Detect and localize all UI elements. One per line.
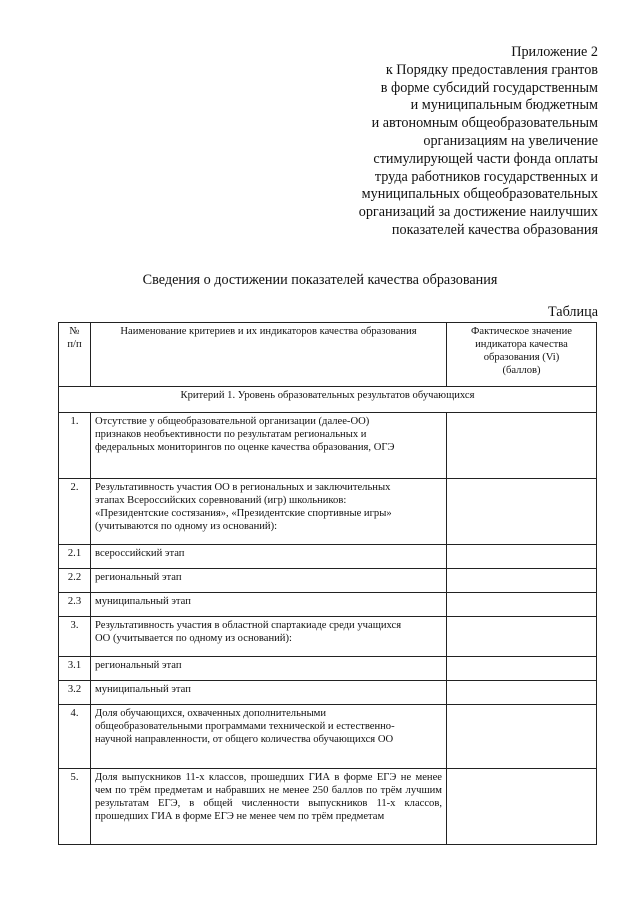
appendix-line: в форме субсидий государственным	[380, 79, 598, 96]
table-label: Таблица	[547, 304, 598, 320]
appendix-line: к Порядку предоставления грантов	[385, 61, 598, 78]
appendix-line: и автономным общеобразовательным	[371, 115, 598, 132]
appendix-line: и муниципальным бюджетным	[410, 97, 598, 114]
table-header-row	[59, 323, 597, 387]
row-number: 1.	[59, 413, 91, 479]
table-row	[59, 705, 597, 769]
row-number: 5.	[59, 769, 91, 845]
section-title: Критерий 1. Уровень образовательных результатов обучающихся	[59, 387, 597, 413]
row-text: региональный этап	[91, 569, 447, 593]
appendix-line: стимулирующей части фонда оплаты	[373, 150, 598, 167]
row-text: Отсутствие у общеобразовательной организации (далее-ОО) признаков необъективности по результатам региональных и федеральных мониторингов по оценке качества образования, ОГЭ	[91, 413, 447, 479]
table-row	[59, 569, 597, 593]
row-text: Результативность участия в областной спартакиаде среди учащихся ОО (учитывается по одному из оснований):	[91, 617, 447, 657]
row-text: Доля выпускников 11-х классов, прошедших ГИА в форме ЕГЭ не менее чем по трём предметам и набравших не менее 250 баллов по трём лучшим результатам ЕГЭ, в общей численности выпускников 11-х классов, прошедших ГИА в форме ЕГЭ не менее чем по трём предметам	[91, 769, 447, 845]
row-number: 3.	[59, 617, 91, 657]
row-value-cell	[447, 681, 597, 705]
row-number: 3.2	[59, 681, 91, 705]
table-row	[59, 479, 597, 545]
appendix-line: организациям на увеличение	[423, 132, 598, 149]
section-row	[59, 387, 597, 413]
table-row	[59, 545, 597, 569]
criteria-table	[58, 322, 597, 845]
row-text: Доля обучающихся, охваченных дополнительными общеобразовательными программами технической и естественно- научной направленности, от общего количества обучающихся ОО	[91, 705, 447, 769]
row-text: всероссийский этап	[91, 545, 447, 569]
row-value-cell	[447, 479, 597, 545]
row-number: 4.	[59, 705, 91, 769]
row-value-cell	[447, 593, 597, 617]
header-actual-value: Фактическое значение индикатора качества образования (Vi) (баллов)	[447, 323, 597, 387]
appendix-line: муниципальных общеобразовательных	[361, 186, 598, 203]
appendix-line: труда работников государственных и	[374, 168, 598, 185]
row-text: региональный этап	[91, 657, 447, 681]
row-number: 2.1	[59, 545, 91, 569]
table-row	[59, 657, 597, 681]
appendix-line: Приложение 2	[511, 44, 598, 60]
table-row	[59, 769, 597, 845]
row-value-cell	[447, 545, 597, 569]
row-value-cell	[447, 413, 597, 479]
row-text: муниципальный этап	[91, 593, 447, 617]
row-text: Результативность участия ОО в региональных и заключительных этапах Всероссийских соревнований (игр) школьников: «Президентские состязания», «Президентские спортивные игры» (учитываются по одному из оснований):	[91, 479, 447, 545]
row-number: 2.2	[59, 569, 91, 593]
row-value-cell	[447, 569, 597, 593]
header-number: № п/п	[59, 323, 91, 387]
row-text: муниципальный этап	[91, 681, 447, 705]
appendix-line: организаций за достижение наилучших	[358, 204, 598, 221]
table-row	[59, 681, 597, 705]
appendix-line: показателей качества образования	[391, 221, 598, 238]
row-number: 3.1	[59, 657, 91, 681]
row-value-cell	[447, 769, 597, 845]
row-number: 2.	[59, 479, 91, 545]
table-row	[59, 593, 597, 617]
document-title: Сведения о достижении показателей качества образования	[142, 272, 498, 288]
row-value-cell	[447, 617, 597, 657]
row-value-cell	[447, 705, 597, 769]
appendix-block	[359, 44, 598, 240]
header-criteria-name: Наименование критериев и их индикаторов качества образования	[91, 323, 447, 387]
table-row	[59, 617, 597, 657]
row-number: 2.3	[59, 593, 91, 617]
row-value-cell	[447, 657, 597, 681]
table-row	[59, 413, 597, 479]
